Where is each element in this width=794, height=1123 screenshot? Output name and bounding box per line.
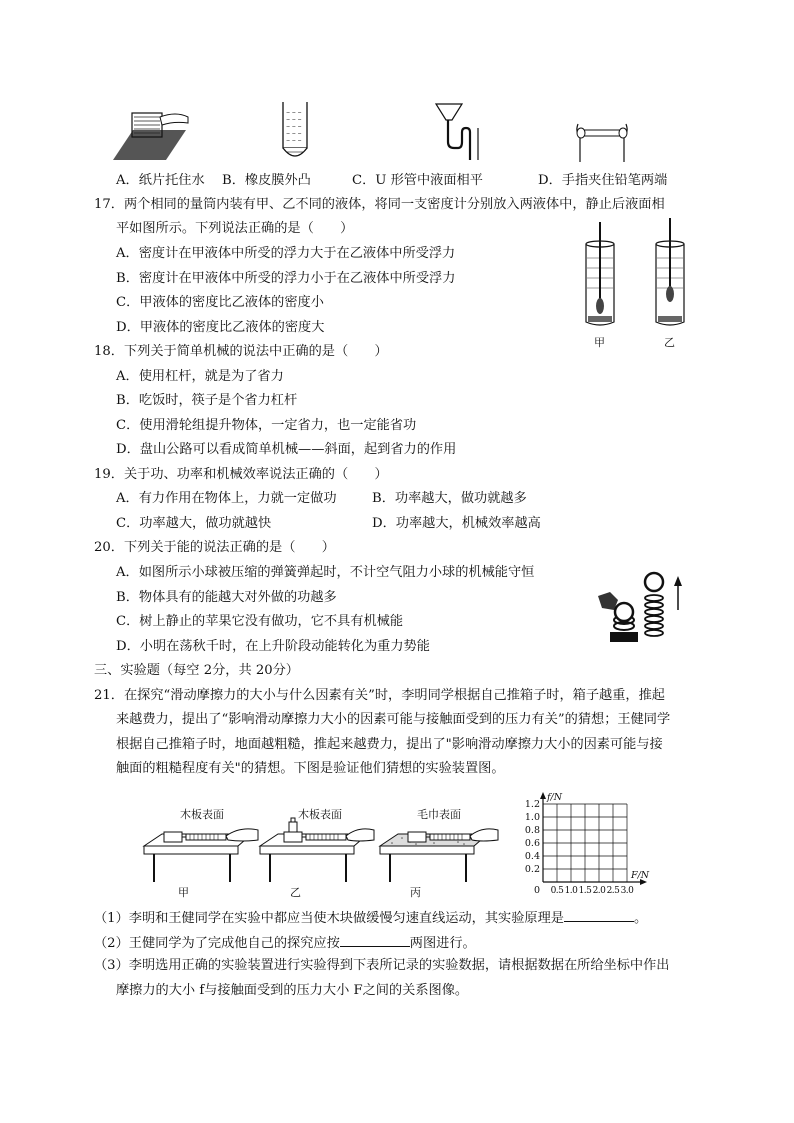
q19-stem: 19．关于功、功率和机械效率说法正确的（ ） <box>94 467 388 482</box>
q21-figure-label-bing: 丙 <box>410 886 421 899</box>
q16-option-d: D．手指夹住铅笔两端 <box>538 173 668 188</box>
q21-text-line4: 触面的粗糙程度有关"的猜想。下图是验证他们猜想的实验装置图。 <box>116 761 505 776</box>
y-axis-label: f/N <box>547 792 563 803</box>
q16-option-a: A．纸片托住水 <box>116 173 205 188</box>
q20-option-a: A．如图所示小球被压缩的弹簧弹起时，不计空气阻力小球的机械能守恒 <box>116 565 535 580</box>
q20-figure-spring-ball <box>596 570 688 646</box>
q21-sub2-end: 两图进行。 <box>409 936 476 951</box>
q21-text-line2: 来越费力，提出了“影响滑动摩擦力大小的因素可能与接触面受到的压力有关”的猜想；王健同学 <box>116 712 671 727</box>
q17-figure-hydrometer-cylinders <box>580 218 690 330</box>
q17-option-a: A．密度计在甲液体中所受的浮力大于在乙液体中所受浮力 <box>116 246 456 261</box>
q16-figure-c-u-tube-funnel <box>430 98 500 166</box>
svg-text:~ ~ ~: ~ ~ ~ <box>286 124 302 130</box>
q21-fig-title-2: 木板表面 <box>298 808 342 821</box>
q20-stem: 20．下列关于能的说法正确的是（ ） <box>94 540 335 555</box>
q17-figure-label-jia: 甲 <box>594 336 605 349</box>
q16-figure-a-paper-holding-water <box>108 105 190 165</box>
q21-fig-title-3: 毛巾表面 <box>417 808 461 821</box>
q16-option-b: B．橡皮膜外凸 <box>222 173 311 188</box>
q20-option-c: C．树上静止的苹果它没有做功，它不具有机械能 <box>116 614 404 629</box>
q19-option-c: C．功率越大，做功就越快 <box>116 516 272 531</box>
x-tick-label: 2.5 <box>606 886 620 896</box>
q18-stem: 18．下列关于简单机械的说法中正确的是（ ） <box>94 344 388 359</box>
x-tick-label: 3.0 <box>620 886 634 896</box>
svg-text:~ ~ ~: ~ ~ ~ <box>286 110 302 116</box>
q21-sub1-answer-blank[interactable] <box>564 908 634 922</box>
q17-figure-label-yi: 乙 <box>664 336 675 349</box>
q21-fig-title-1: 木板表面 <box>180 808 224 821</box>
y-tick-label: 1.0 <box>524 812 540 823</box>
q21-text-line3: 根据自己推箱子时，地面越粗糙，推起来越费力，提出了"影响滑动摩擦力大小的因素可能与接 <box>116 737 663 752</box>
q19-option-a: A．有力作用在物体上，力就一定做功 <box>116 491 337 506</box>
q21-figure-label-jia: 甲 <box>178 886 189 899</box>
q20-option-d: D．小明在荡秋千时，在上升阶段动能转化为重力势能 <box>116 639 430 654</box>
x-axis-label: F/N <box>631 870 650 881</box>
q21-figure-bing-towel <box>378 822 500 884</box>
y-tick-label: 0.2 <box>524 864 540 875</box>
friction-force-grid-chart <box>515 792 665 900</box>
x-tick-label: 1.5 <box>578 886 592 896</box>
q17-stem-line2: 平如图所示。下列说法正确的是（ ） <box>116 221 354 236</box>
q21-figure-jia-wood-board <box>142 822 260 884</box>
q21-sub1 <box>94 908 647 928</box>
q16-figure-b-rubber-film-tube <box>275 100 315 166</box>
q18-option-d: D．盘山公路可以看成简单机械——斜面，起到省力的作用 <box>116 442 457 457</box>
y-axis-arrow <box>540 792 546 799</box>
x-tick-label: 0.5 <box>550 886 564 896</box>
q19-option-d: D．功率越大，机械效率越高 <box>372 516 541 531</box>
q17-stem-line1: 17．两个相同的量筒内装有甲、乙不同的液体，将同一支密度计分别放入两液体中，静止后液面相 <box>94 197 665 212</box>
q21-sub1-text: （1）李明和王健同学在实验中都应当使木块做缓慢匀速直线运动，其实验原理是 <box>94 911 564 926</box>
q18-option-b: B．吃饭时，筷子是个省力杠杆 <box>116 393 298 408</box>
origin-label: 0 <box>533 885 540 896</box>
q18-option-a: A．使用杠杆，就是为了省力 <box>116 369 284 384</box>
x-tick-label: 1.0 <box>564 886 578 896</box>
q18-option-c: C．使用滑轮组提升物体，一定省力，也一定能省功 <box>116 418 417 433</box>
q17-option-d: D．甲液体的密度比乙液体的密度大 <box>116 320 325 335</box>
q16-option-c: C．U 形管中液面相平 <box>352 173 483 188</box>
q17-option-c: C．甲液体的密度比乙液体的密度小 <box>116 295 324 310</box>
q21-sub2-text: （2）王健同学为了完成他自己的探究应按 <box>94 936 340 951</box>
y-tick-label: 0.6 <box>524 838 540 849</box>
y-tick-label: 0.4 <box>524 851 540 862</box>
svg-text:~ ~ ~: ~ ~ ~ <box>286 117 302 123</box>
q17-option-b: B．密度计在甲液体中所受的浮力小于在乙液体中所受浮力 <box>116 271 456 286</box>
q21-sub2 <box>94 933 476 953</box>
x-tick-label: 2.0 <box>592 886 606 896</box>
q21-text-line1: 21．在探究“滑动摩擦力的大小与什么因素有关”时，李明同学根据自己推箱子时，箱子越重，推起 <box>94 688 665 703</box>
y-tick-label: 1.2 <box>524 799 540 810</box>
q16-figure-d-finger-pencil <box>572 118 632 164</box>
q21-figure-label-yi: 乙 <box>290 886 301 899</box>
q19-option-b: B．功率越大，做功就越多 <box>372 491 527 506</box>
q21-sub2-answer-blank[interactable] <box>340 933 410 947</box>
q21-figure-yi-wood-board-weight <box>258 816 376 884</box>
q21-sub3-line1: （3）李明选用正确的实验装置进行实验得到下表所记录的实验数据，请根据数据在所给坐标中作出 <box>94 958 670 973</box>
q21-sub3-line2: 摩擦力的大小 f与接触面受到的压力大小 F之间的关系图像。 <box>116 983 469 998</box>
svg-text:~ ~ ~: ~ ~ ~ <box>286 138 302 144</box>
y-tick-label: 0.8 <box>524 825 540 836</box>
svg-text:~ ~ ~: ~ ~ ~ <box>286 131 302 137</box>
q21-sub1-end: 。 <box>633 911 648 926</box>
q20-option-b: B．物体具有的能越大对外做的功越多 <box>116 590 337 605</box>
section-3-title: 三、实验题（每空 2分，共 20分） <box>94 663 299 678</box>
